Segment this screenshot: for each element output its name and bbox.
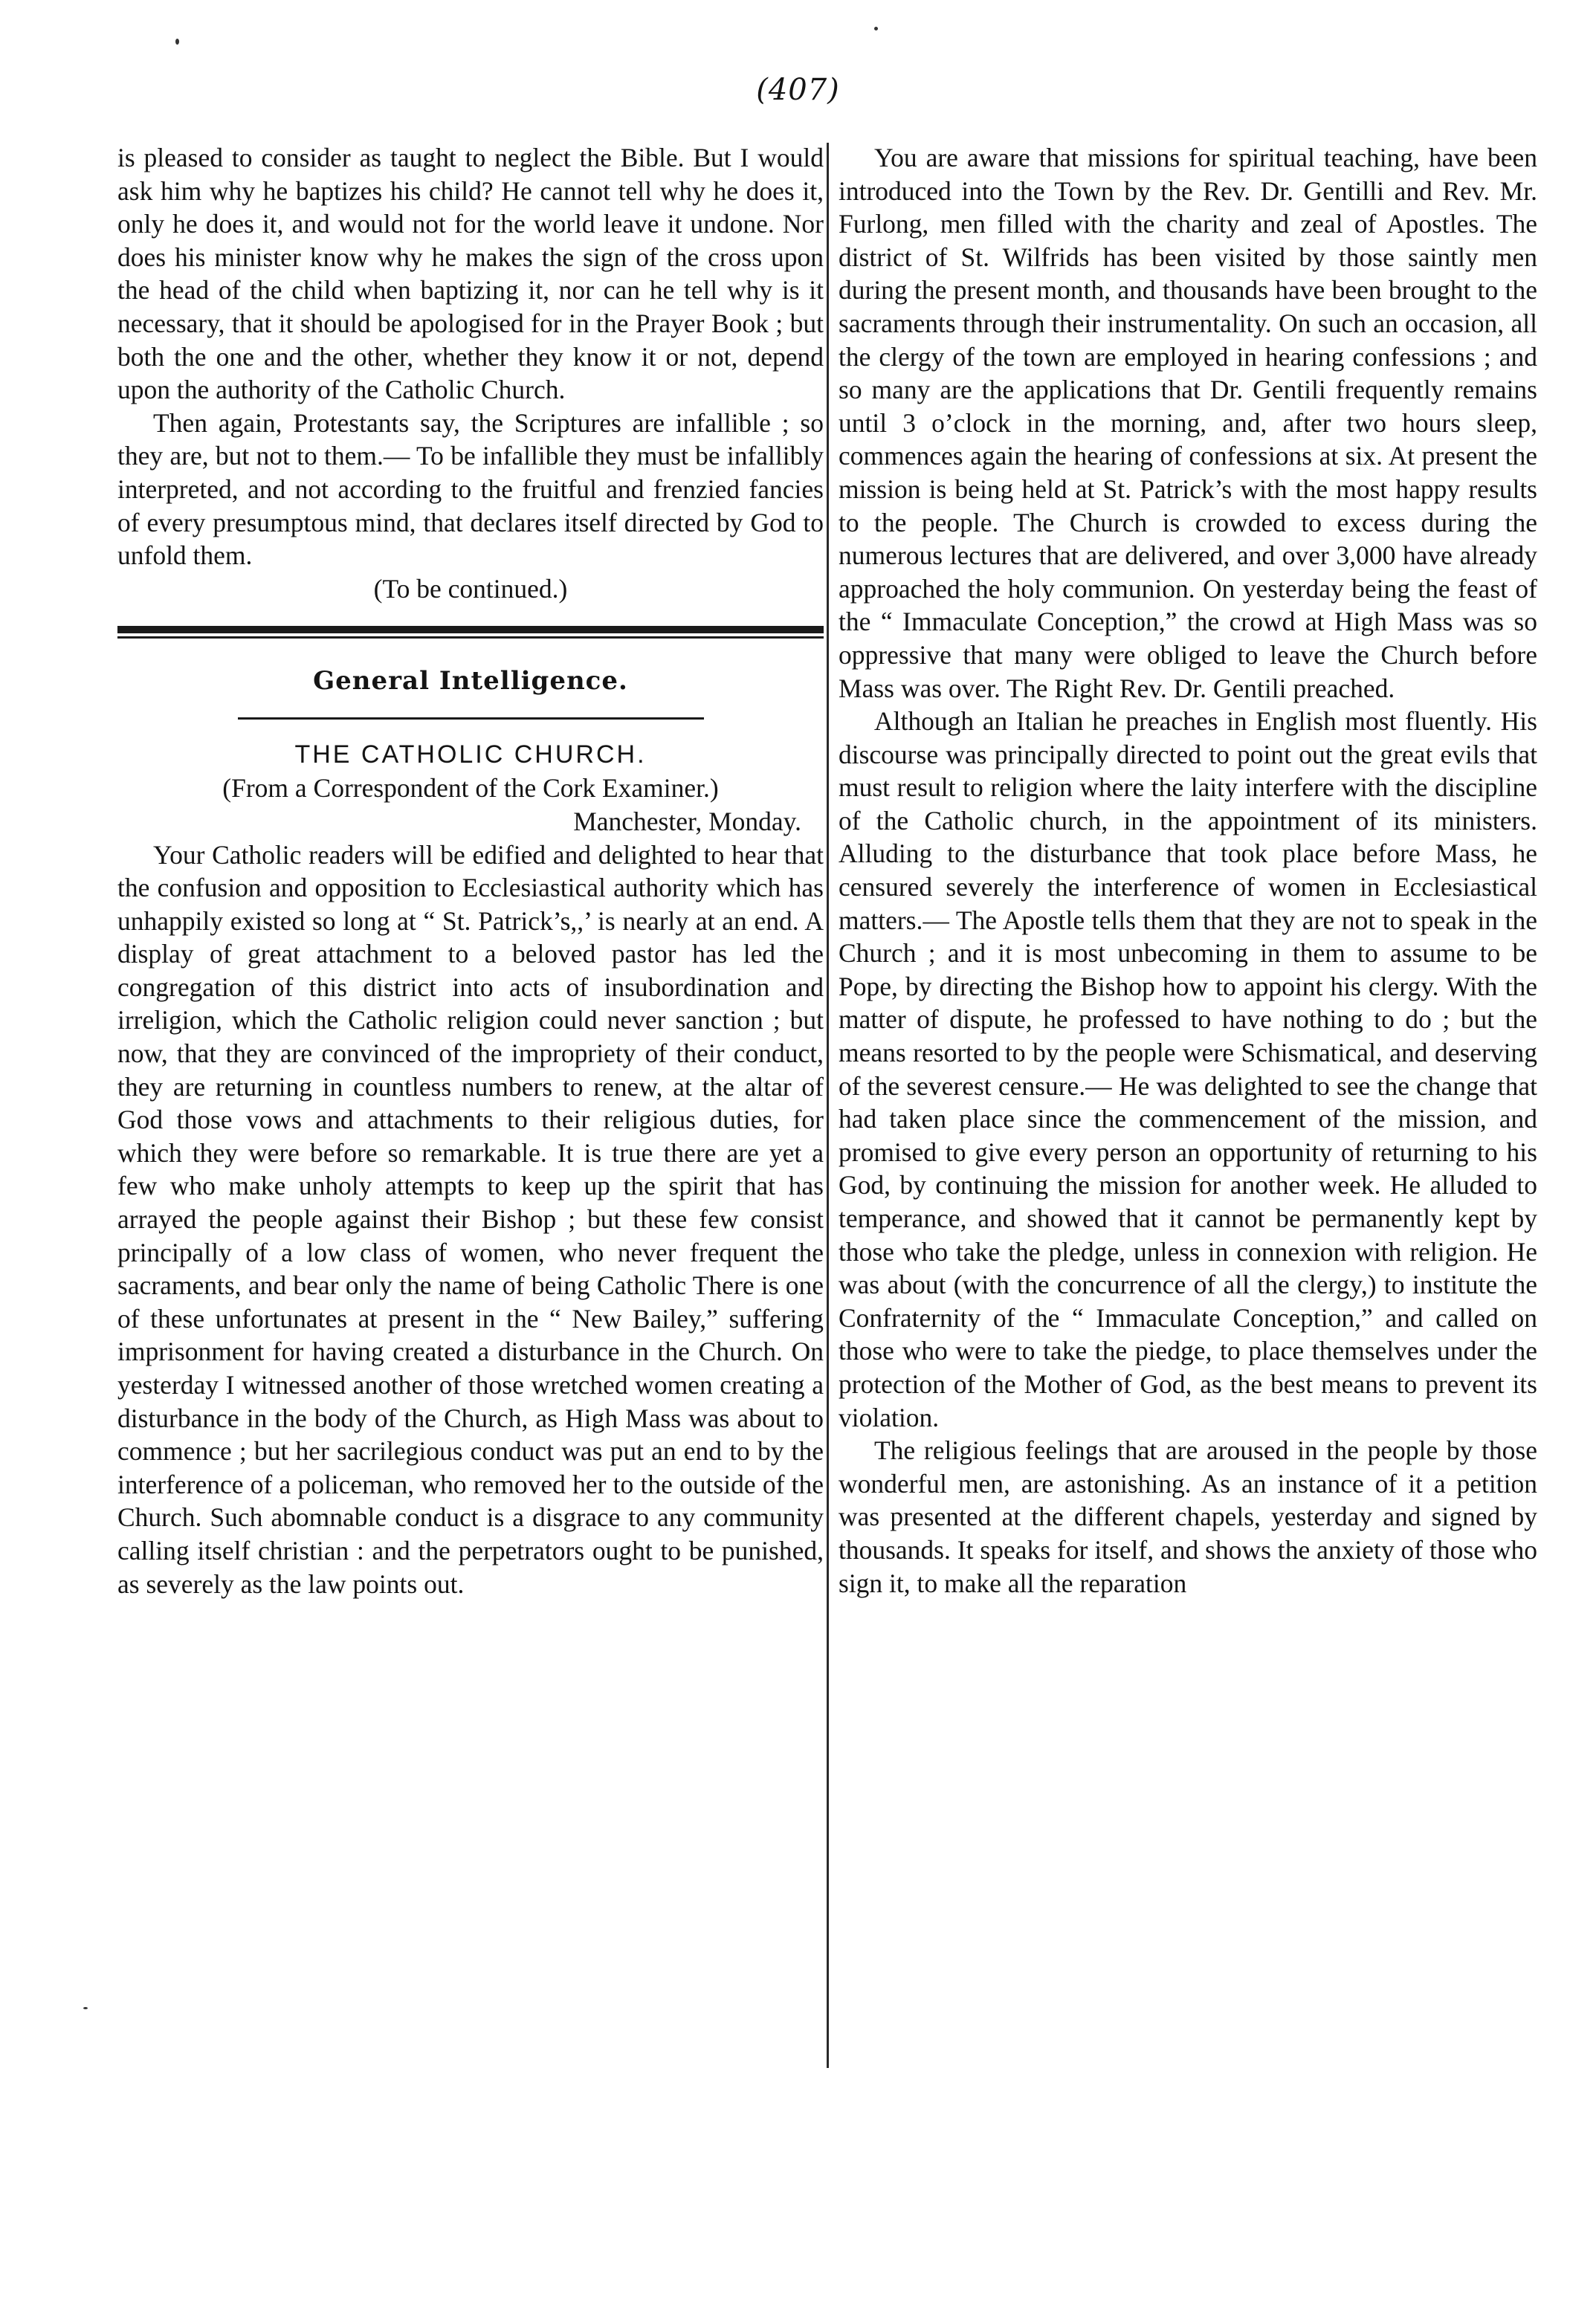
section-rule-thick <box>117 626 824 633</box>
dateline: Manchester, Monday. <box>573 806 801 836</box>
to-be-continued-note: (To be continued.) <box>373 573 568 604</box>
right-column <box>839 141 1537 1600</box>
section-rule-thin <box>117 636 824 639</box>
scriptures-paragraph: Then again, Protestants say, the Scriptures are infallible ; so they are, but not to them.— To be infallible they must be infallibly interpreted, and not according to the fruitful and frenzied fancies of every presumptous mind, that declares itself directed by God to unfold them. <box>117 407 824 571</box>
article-title: THE CATHOLIC CHURCH. <box>294 740 647 769</box>
page-number: (407) <box>756 73 840 107</box>
missions-paragraph: You are aware that missions for spiritual teaching, have been introduced into the Town by the Rev. Dr. Gentilli and Rev. Mr. Furlong, men filled with the charity and zeal of Apostles. The district of St. Wilfrids has been visited by those saintly men during the present month, and thousands have been brought to the sacraments through their instrumentality. On such an occasion, all the clergy of the town are employed in hearing confessions ; and so many are the applications that Dr. Gentili frequently remains until 3 o’clock in the morning, and, after two hours sleep, commences again the hearing of confessions at six. At present the mission is being held at St. Patrick’s with the most happy results to the people. The Church is crowded to excess during the numerous lectures that are delivered, and over 3,000 have already approached the holy communion. On yesterday being the feast of the “ Immaculate Conception,” the crowd at High Mass was so oppressive that many were obliged to leave the Church before Mass was over. The Right Rev. Dr. Gentili preached. <box>839 143 1537 703</box>
print-speck <box>175 39 179 45</box>
print-speck <box>83 2007 88 2009</box>
sermon-paragraph: Although an Italian he preaches in English most fluently. His discourse was principally directed to point out the great evils that must result to religion where the laity interfere with the discipline of the Catholic church, in the appointment of its ministers. Alluding to the disturbance that took place before Mass, he censured severely the interference of women in Ecclesiastical matters.— The Apostle tells them that they are not to speak in the Church ; and it is most unbecoming in them to assume to be Pope, by directing the Bishop how to appoint his clergy. With the matter of dispute, he professed to have nothing to do ; but the means resorted to by the people were Schismatical, and deserving of the severest censure.— He was delighted to see the change that had taken place since the commencement of the mission, and promised to give every person an opportunity of returning to his God, by continuing the mission for another week. He alluded to temperance, and showed that it cannot be permanently kept by those who take the pledge, unless in connexion with religion. He was about (with the concurrence of all the clergy,) to institute the Confraternity of the “ Immaculate Conception,” and called on those who were to take the piedge, to place themselves under the protection of the Mother of God, as the best means to prevent its violation. <box>839 706 1537 1432</box>
source-line: (From a Correspondent of the Cork Examiner.) <box>222 773 719 804</box>
heading-divider <box>238 717 704 720</box>
print-speck <box>874 27 878 30</box>
section-heading: General Intelligence. <box>313 666 628 697</box>
left-column <box>117 141 824 1600</box>
article-paragraph: Your Catholic readers will be edified and delighted to hear that the confusion and opposition to Ecclesiastical authority which has unhappily existed so long at “ St. Patrick’s,,’ is nearly at an end. A display of great attachment to a beloved pastor has led the congregation of this district into acts of insubordination and irreligion, which the Catholic religion could never sanction ; but now, that they are convinced of the impropriety of their conduct, they are returning in countless numbers to renew, at the altar of God those vows and attachments to their religious duties, for which they were before so remarkable. It is true there are yet a few who make unholy attempts to keep up the spirit that has arrayed the people against their Bishop ; but these few consist principally of a low class of women, who never frequent the sacraments, and bear only the name of being Catholic There is one of these unfortunates at present in the “ New Bailey,” suffering imprisonment for having created a disturbance in the Church. On yesterday I witnessed another of those wretched women creating a disturbance in the body of the Church, as High Mass was about to commence ; but her sacrilegious conduct was put an end to by the interference of a policeman, who removed her to the outside of the Church. Such abomnable conduct is a disgrace to any community calling itself christian : and the perpetrators ought to be punished, as severely as the law points out. <box>117 839 824 1599</box>
column-divider <box>827 143 829 2068</box>
continued-paragraph: is pleased to consider as taught to neglect the Bible. But I would ask him why he baptizes his child? He cannot tell why he does it, only he does it, and would not for the world leave it undone. Nor does his minister know why he makes the sign of the cross upon the head of the child when baptizing it, nor can he tell why is it necessary, that it should be apologised for in the Prayer Book ; but both the one and the other, whether they know it or not, depend upon the authority of the Catholic Church. <box>117 143 824 405</box>
petition-paragraph: The religious feelings that are aroused in the people by those wonderful men, are astonishing. As an instance of it a petition was presented at the different chapels, yesterday and signed by thousands. It speaks for itself, and shows the anxiety of those who sign it, to make all the reparation <box>839 1435 1537 1598</box>
